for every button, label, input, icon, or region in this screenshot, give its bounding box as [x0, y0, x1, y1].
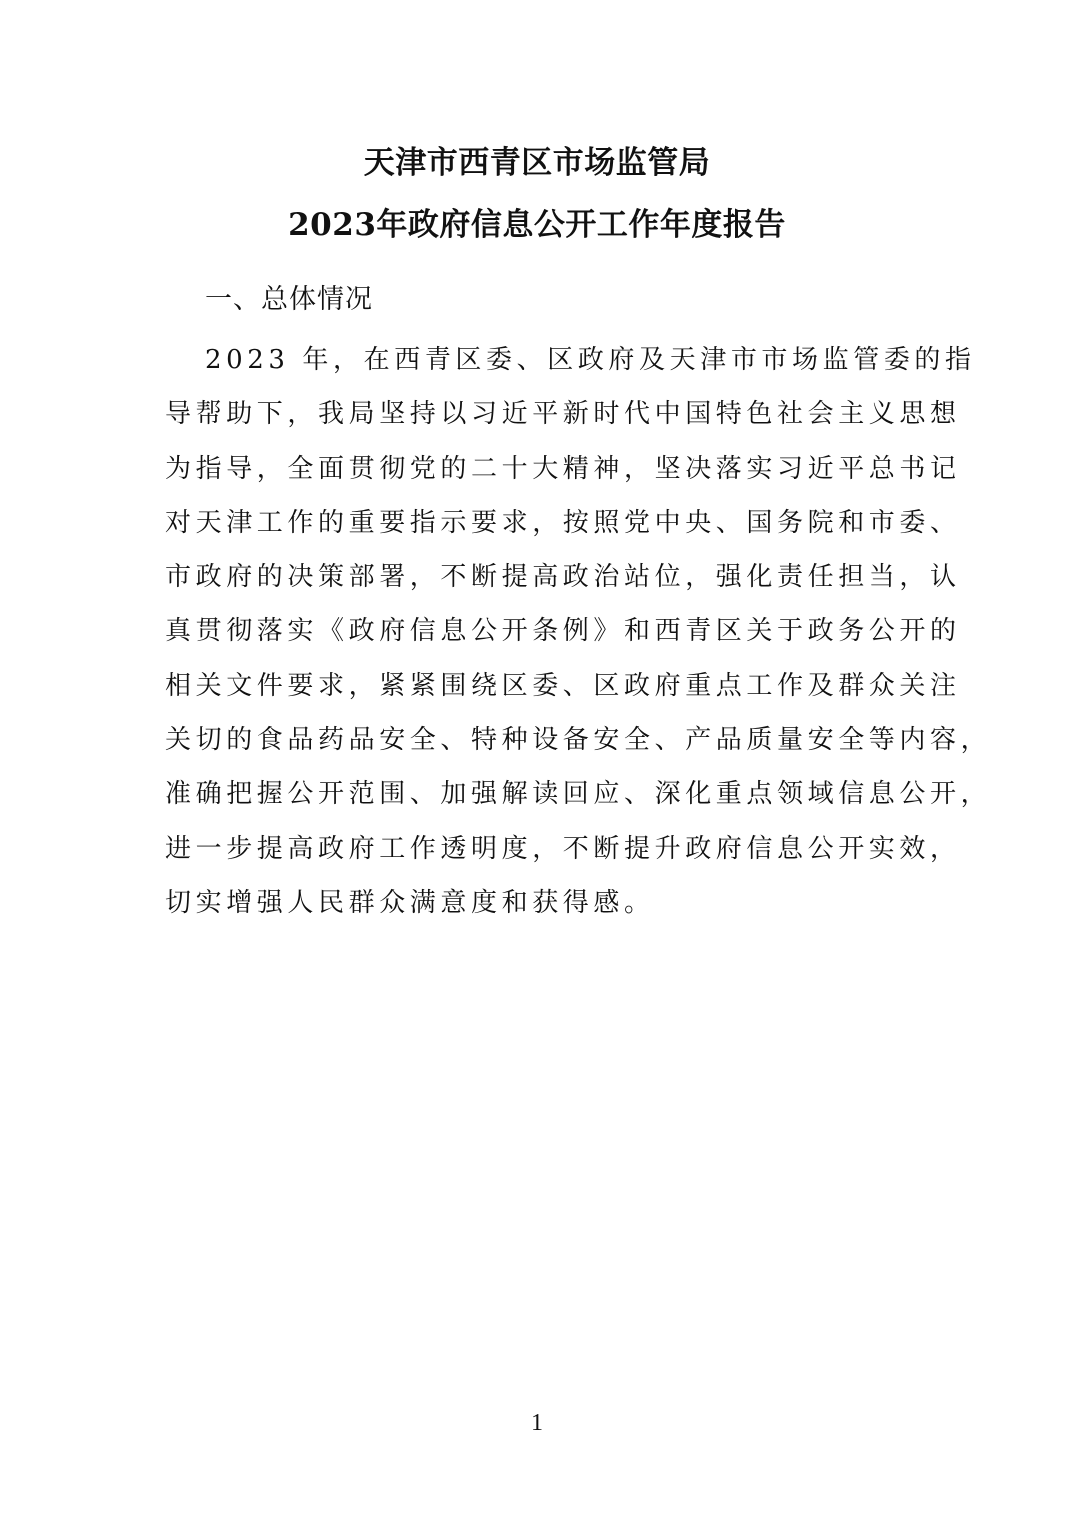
paragraph-line: 对天津工作的重要指示要求，按照党中央、国务院和市委、 [165, 507, 961, 538]
section-heading: 一、总体情况 [205, 284, 373, 315]
paragraph-line: 2023 年，在西青区委、区政府及天津市市场监管委的指 [205, 345, 976, 375]
body-paragraph [165, 333, 992, 930]
paragraph-line: 准确把握公开范围、加强解读回应、深化重点领域信息公开， [165, 779, 992, 810]
paragraph-line: 导帮助下，我局坚持以习近平新时代中国特色社会主义思想 [165, 399, 961, 430]
paragraph-line: 关切的食品药品安全、特种设备安全、产品质量安全等内容， [165, 725, 992, 756]
paragraph-line: 进一步提高政府工作透明度，不断提升政府信息公开实效， [165, 833, 961, 864]
title-line-1: 天津市西青区市场监管局 [363, 145, 711, 181]
paragraph-line: 市政府的决策部署，不断提高政治站位，强化责任担当，认 [165, 562, 961, 593]
paragraph-line: 相关文件要求，紧紧围绕区委、区政府重点工作及群众关注 [165, 670, 961, 701]
paragraph-line: 切实增强人民群众满意度和获得感。 [165, 887, 655, 918]
document-title [0, 132, 1074, 256]
paragraph-line: 真贯彻落实《政府信息公开条例》和西青区关于政务公开的 [165, 616, 961, 647]
title-line-2: 2023年政府信息公开工作年度报告 [288, 207, 786, 243]
page-number: 1 [531, 1410, 543, 1436]
paragraph-line: 为指导，全面贯彻党的二十大精神，坚决落实习近平总书记 [165, 453, 961, 484]
